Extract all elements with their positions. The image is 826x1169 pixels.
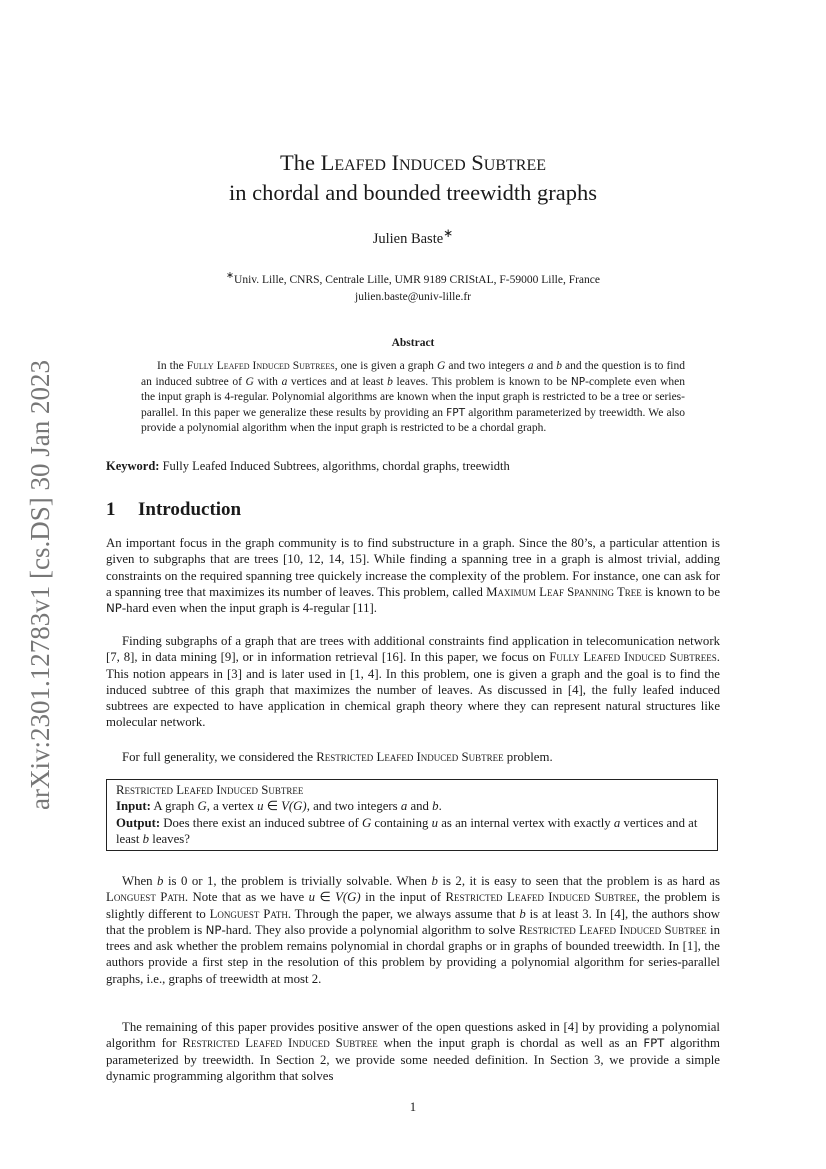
body-paragraph-5: The remaining of this paper provides positive answer of the open questions asked in [4] by providing a polynomial algorithm for Restricted Leafed Induced Subtree when the input graph is chordal as well as an FPT algorithm parameterized by treewidth. In Section 2, we provide some needed definition. In Section 3, we provide a simple dynamic programming algorithm that solves bbox=[106, 1020, 720, 1083]
title-prefix: The bbox=[279, 150, 321, 175]
problem-output: Output: Does there exist an induced subtree of G containing u as an internal vertex with exactly a vertices and at least b leaves? bbox=[116, 815, 698, 846]
intro-paragraph-1: An important focus in the graph community is to find substructure in a graph. Since the 80’s, a particular attention is given to subgraphs that are trees [10, 12, 14, 15]. While finding a spanning tree in a graph is almost trivial, adding constraints on the required spanning tree quickely increase the complexity of the problem. For instance, one can ask for a spanning tree that maximizes its number of leaves. This problem, called Maximum Leaf Spanning Tree is known to be NP-hard even when the input graph is 4-regular [11]. bbox=[106, 536, 721, 616]
intro-paragraph-2: Finding subgraphs of a graph that are trees with additional constraints find application in telecomunication network [7, 8], in data mining [9], or in information retrieval [16]. In this paper, we focus on Fully Leafed Induced Subtrees. This notion appears in [3] and is later used in [1, 4]. In this problem, one is given a graph and the goal is to find the induced subtree of this graph that maximizes the number of leaves. As discussed in [4], the fully leafed induced subtrees are expected to have application in chemical graph theory where they can represent natural structures like molecular network. bbox=[106, 634, 720, 730]
keywords bbox=[106, 459, 720, 474]
section-heading bbox=[106, 499, 241, 521]
title-line-1 bbox=[106, 148, 720, 178]
author-name: Julien Baste bbox=[372, 230, 444, 247]
affiliation-text: Univ. Lille, CNRS, Centrale Lille, UMR 9189 CRIStAL, F-59000 Lille, France bbox=[234, 273, 600, 286]
body-paragraph-4: When b is 0 or 1, the problem is trivially solvable. When b is 2, it is easy to seen that the problem is as hard as Longuest Path. Note that as we have u ∈ V(G) in the input of Restricted Leafed Induced Subtree, the problem is slightly different to Longuest Path. Through the paper, we always assume that b is at least 3. In [4], the authors show that the problem is NP-hard. They also provide a polynomial algorithm to solve Restricted Leafed Induced Subtree in trees and ask whether the problem remains polynomial in chordal graphs or in graphs of bounded treewidth. In [1], the authors provide a first step in the resolution of this problem by providing a polynomial algorithm for series-parallel graphs, i.e., graphs of treewidth at most 2. bbox=[106, 874, 721, 986]
affiliation bbox=[106, 267, 720, 306]
author-footnote-mark: ∗ bbox=[443, 226, 454, 240]
section-title: Introduction bbox=[138, 499, 242, 520]
keywords-text: Fully Leafed Induced Subtrees, algorithms, chordal graphs, treewidth bbox=[159, 459, 510, 473]
title-line-2: in chordal and bounded treewidth graphs bbox=[228, 180, 598, 205]
problem-definition-box bbox=[106, 779, 718, 851]
title-problem-name: Leafed Induced Subtree bbox=[320, 150, 547, 175]
problem-input: Input: A graph G, a vertex u ∈ V(G), and two integers a and b. bbox=[116, 799, 442, 814]
keywords-label: Keyword: bbox=[106, 459, 160, 473]
author-email[interactable]: julien.baste@univ-lille.fr bbox=[355, 290, 471, 303]
arxiv-identifier: arXiv:2301.12783v1 [cs.DS] 30 Jan 2023 bbox=[25, 360, 55, 810]
author bbox=[106, 226, 720, 248]
intro-paragraph-3: For full generality, we considered the Restricted Leafed Induced Subtree problem. bbox=[122, 750, 553, 764]
problem-name: Restricted Leafed Induced Subtree bbox=[116, 783, 304, 797]
paper-title bbox=[106, 148, 720, 208]
affiliation-mark: ∗ bbox=[226, 270, 235, 281]
abstract-body: In the Fully Leafed Induced Subtrees, one is given a graph G and two integers a and b and the question is to find an induced subtree of G with a vertices and at least b leaves. This problem is known to be NP-complete even when the input graph is 4-regular. Polynomial algorithms are known when the input graph is restricted to be a tree or series-parallel. In this paper we generalize these results by providing an FPT algorithm parameterized by treewidth. We also provide a polynomial algorithm when the input graph is restricted to be a chordal graph. bbox=[141, 360, 686, 434]
page-number: 1 bbox=[409, 1100, 417, 1114]
abstract-heading: Abstract bbox=[391, 337, 435, 349]
section-number: 1 bbox=[106, 499, 116, 520]
